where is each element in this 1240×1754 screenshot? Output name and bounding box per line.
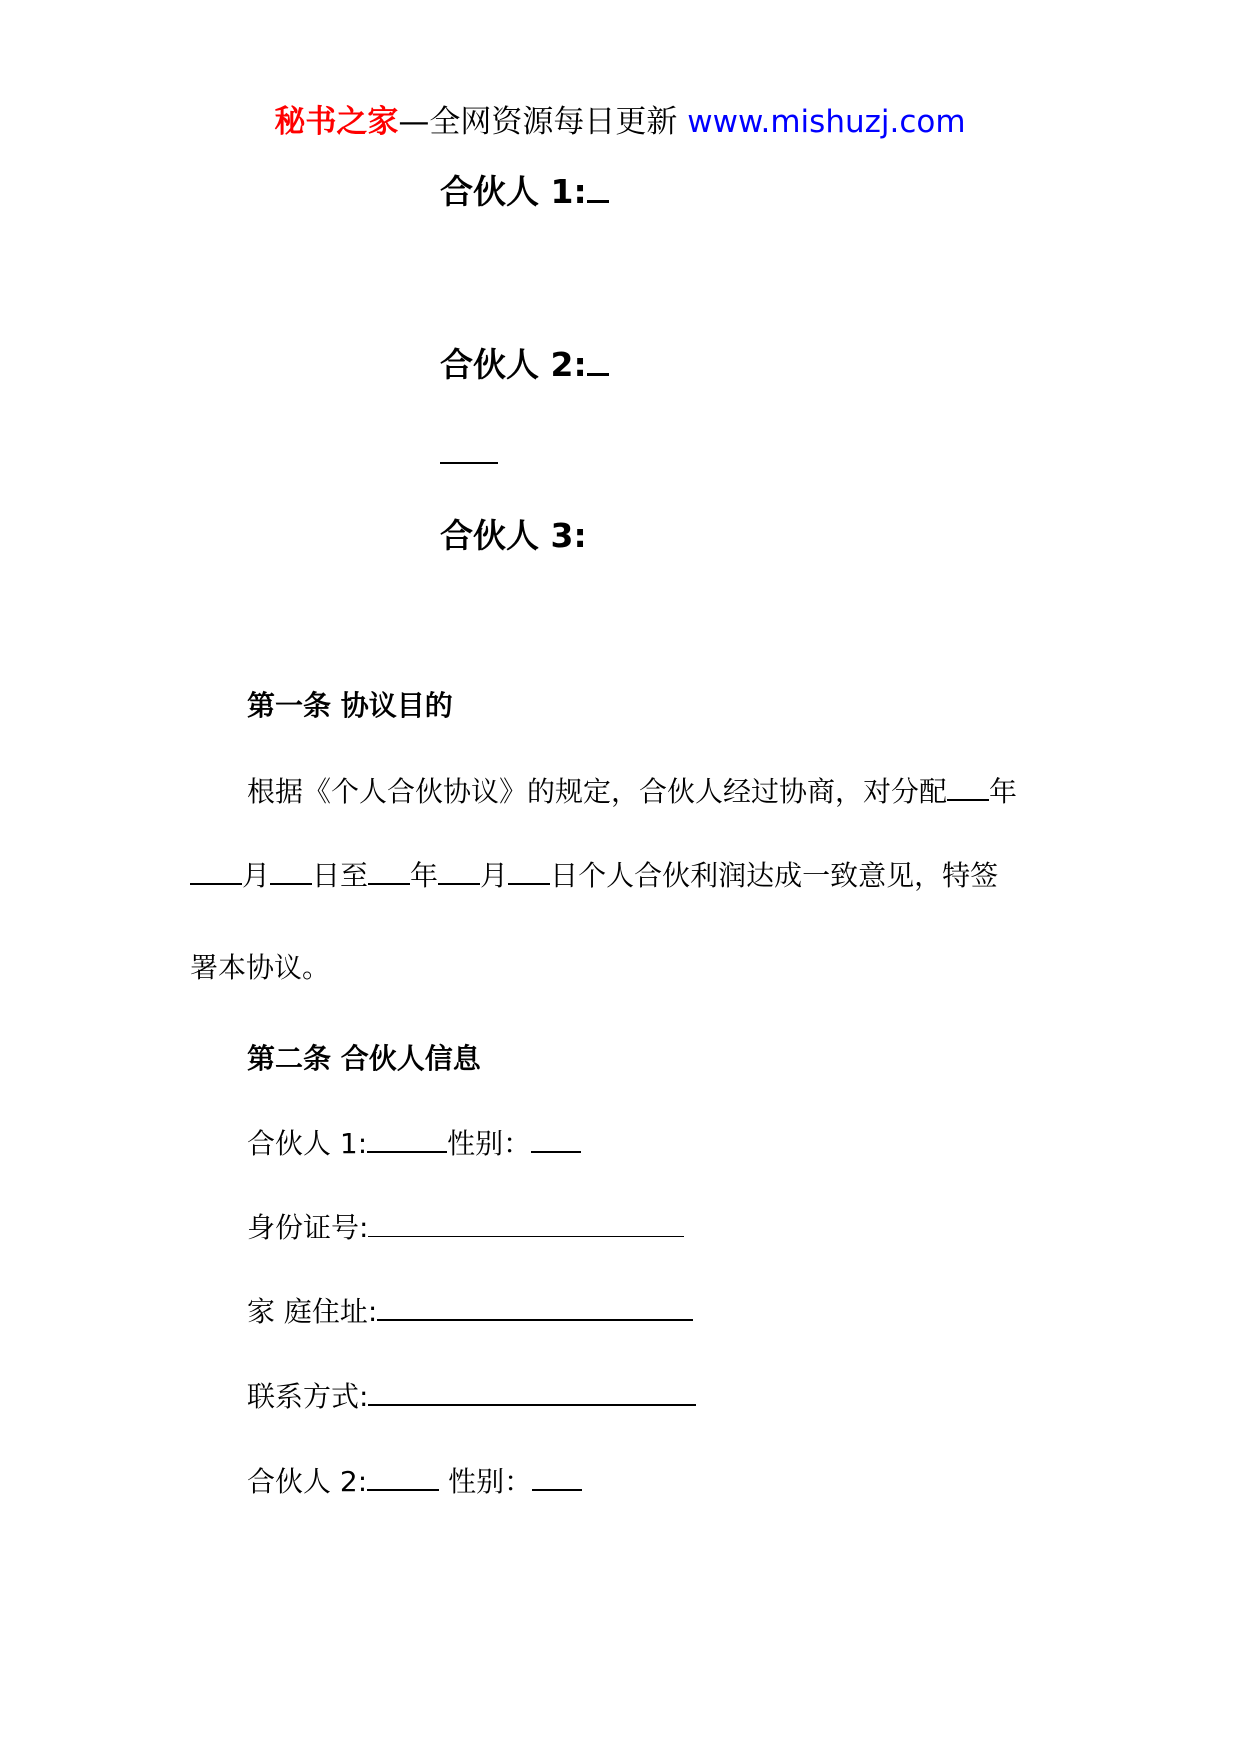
paragraph-text: 月 <box>242 859 271 892</box>
article-2-heading: 第二条 合伙人信息 <box>247 1042 481 1075</box>
signatory-partner-1 <box>440 170 609 214</box>
fill-blank <box>368 1210 684 1237</box>
paragraph-text: 日个人合伙利润达成一致意见，特签 <box>550 859 999 892</box>
fill-blank <box>367 1125 447 1153</box>
paragraph-text: 月 <box>480 859 509 892</box>
field-label: 合伙人 1: <box>247 1127 368 1160</box>
partner-2-info-line <box>247 1462 582 1502</box>
contact-line <box>247 1377 696 1417</box>
article-1-heading: 第一条 协议目的 <box>247 689 453 722</box>
signatory-label: 合伙人 3: <box>440 516 587 555</box>
site-header <box>0 100 1240 144</box>
fill-blank <box>368 1378 696 1406</box>
fill-blank <box>947 773 989 801</box>
field-label: 身份证号: <box>247 1211 369 1244</box>
fill-blank <box>367 1463 439 1491</box>
paragraph-text: 日至 <box>312 859 369 892</box>
article-1-line-1 <box>247 772 1017 812</box>
article-1-line-2 <box>190 856 998 896</box>
fill-blank <box>190 857 242 885</box>
fill-blank <box>377 1293 693 1321</box>
field-label: 合伙人 2: <box>247 1465 368 1498</box>
id-number-line <box>247 1208 684 1248</box>
fill-blank <box>438 857 480 885</box>
brand-name: 秘书之家 <box>274 104 399 140</box>
signature-blank <box>587 347 609 376</box>
field-label: 家 庭住址: <box>247 1295 378 1328</box>
signatory-partner-2 <box>440 343 609 387</box>
signature-blank <box>587 174 609 203</box>
site-url-link[interactable]: www.mishuzj.com <box>687 104 966 140</box>
article-1-line-3: 署本协议。 <box>190 951 331 984</box>
paragraph-text: 年 <box>410 859 439 892</box>
partner-1-info-line <box>247 1124 581 1164</box>
fill-blank <box>508 857 550 885</box>
field-label: 性别： <box>447 1127 532 1160</box>
signatory-label: 合伙人 2: <box>440 345 587 384</box>
fill-blank <box>531 1125 581 1153</box>
paragraph-text: 年 <box>989 775 1018 808</box>
fill-blank <box>532 1463 582 1491</box>
field-label: 联系方式: <box>247 1380 369 1413</box>
header-tagline: —全网资源每日更新 <box>398 104 678 140</box>
field-label: 性别： <box>448 1465 533 1498</box>
fill-blank <box>270 857 312 885</box>
signatory-partner-3 <box>440 514 587 558</box>
signature-blank-line <box>440 462 498 464</box>
home-address-line <box>247 1292 693 1332</box>
signatory-label: 合伙人 1: <box>440 172 587 211</box>
fill-blank <box>368 857 410 885</box>
paragraph-text: 根据《个人合伙协议》的规定，合伙人经过协商，对分配 <box>247 775 948 808</box>
